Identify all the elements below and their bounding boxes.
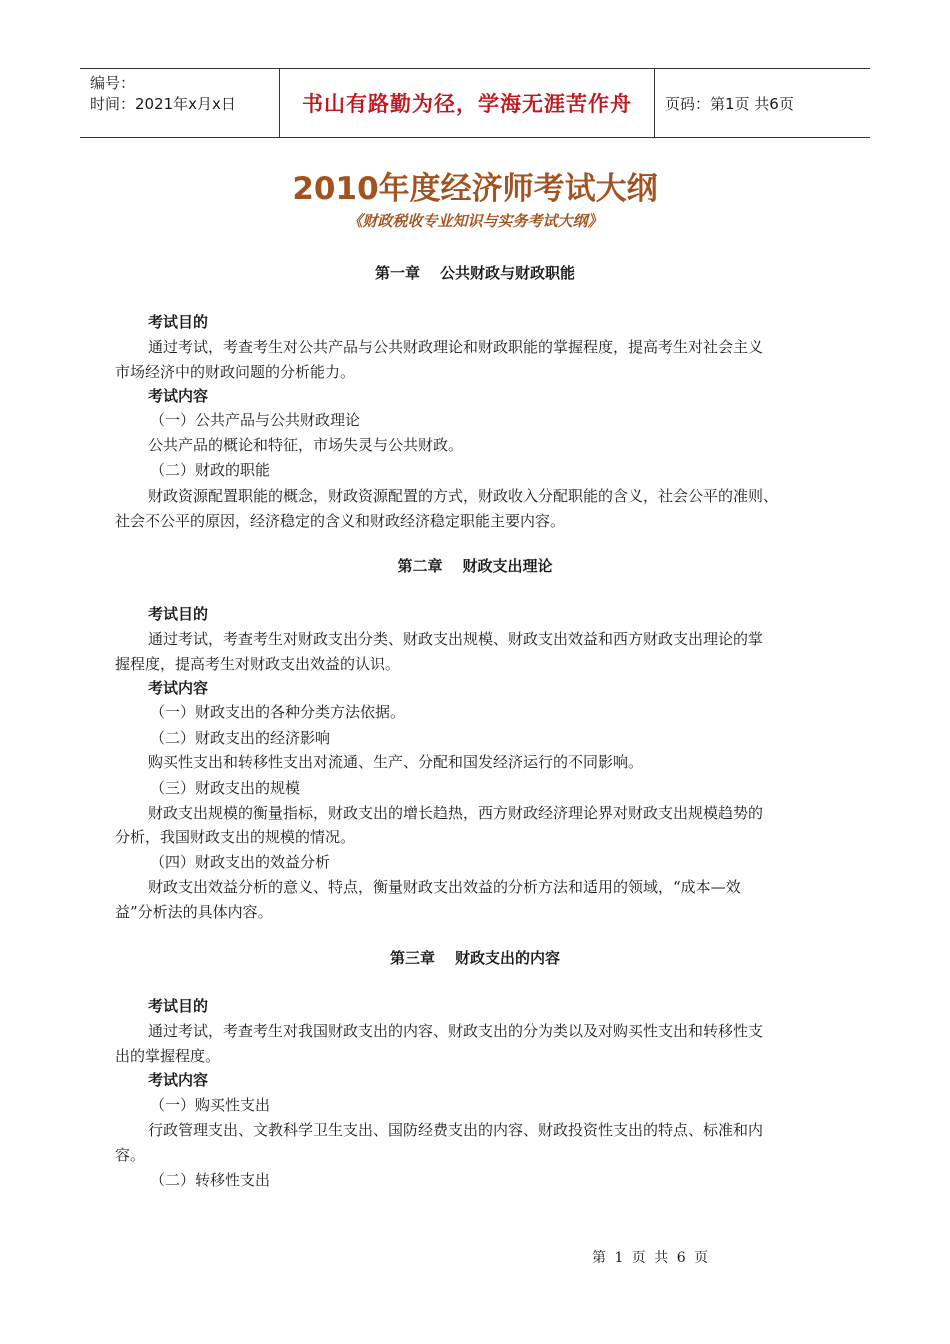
chapter-number: 第三章: [389, 949, 435, 967]
paragraph-line: 分析，我国财政支出的规模的情况。: [115, 828, 356, 846]
header-meta: [80, 69, 280, 137]
paragraph-line: 社会不公平的原因，经济稳定的含义和财政经济稳定职能主要内容。: [115, 512, 566, 530]
document-header: [80, 68, 870, 138]
time-label: 时间：2021年x月x日: [90, 95, 236, 113]
paragraph-line: 行政管理支出、文教科学卫生支出、国防经费支出的内容、财政投资性支出的特点、标准和内: [148, 1121, 764, 1139]
paragraph-line: 购买性支出和转移性支出对流通、生产、分配和国发经济运行的不同影响。: [148, 753, 644, 771]
list-item: （三）财政支出的规模: [150, 779, 301, 797]
chapter-name: 财政支出理论: [462, 557, 553, 575]
chapter-name: 财政支出的内容: [455, 949, 561, 967]
list-item: （二）财政的职能: [150, 461, 271, 479]
list-item: （一）公共产品与公共财政理论: [150, 411, 361, 429]
paragraph-line: 财政支出效益分析的意义、特点，衡量财政支出效益的分析方法和适用的领域，“成本—效: [148, 878, 741, 896]
paragraph-line: 益”分析法的具体内容。: [115, 903, 273, 921]
paragraph-line: 出的掌握程度。: [115, 1047, 221, 1065]
page-footer: 第 1 页 共 6 页: [592, 1250, 711, 1266]
list-item: （一）购买性支出: [150, 1096, 271, 1114]
section-heading: 考试内容: [148, 387, 209, 405]
paragraph-line: 通过考试，考查考生对公共产品与公共财政理论和财政职能的掌握程度，提高考生对社会主义: [148, 338, 764, 356]
section-heading: 考试内容: [148, 1071, 209, 1089]
paragraph-line: 公共产品的概论和特征，市场失灵与公共财政。: [148, 436, 464, 454]
chapter-name: 公共财政与财政职能: [440, 264, 576, 282]
list-item: （二）转移性支出: [150, 1171, 271, 1189]
chapter-number: 第一章: [374, 264, 420, 282]
number-label: 编号：: [90, 74, 136, 92]
list-item: （二）财政支出的经济影响: [150, 729, 331, 747]
paragraph-line: 市场经济中的财政问题的分析能力。: [115, 363, 356, 381]
chapter-2-heading: [0, 555, 950, 576]
chapter-3-heading: [0, 947, 950, 968]
section-heading: 考试目的: [148, 605, 209, 623]
chapter-1-heading: [0, 262, 950, 283]
list-item: （四）财政支出的效益分析: [150, 853, 331, 871]
section-heading: 考试目的: [148, 997, 209, 1015]
section-heading: 考试内容: [148, 679, 209, 697]
paragraph-line: 财政支出规模的衡量指标，财政支出的增长趋热，西方财政经济理论界对财政支出规模趋势的: [148, 804, 764, 822]
paragraph-line: 财政资源配置职能的概念，财政资源配置的方式，财政收入分配职能的含义，社会公平的准则、: [148, 487, 779, 505]
chapter-number: 第二章: [397, 557, 443, 575]
paragraph-line: 通过考试，考查考生对我国财政支出的内容、财政支出的分为类以及对购买性支出和转移性支: [148, 1022, 764, 1040]
paragraph-line: 通过考试，考查考生对财政支出分类、财政支出规模、财政支出效益和西方财政支出理论的掌: [148, 630, 764, 648]
document-title: 2010年度经济师考试大纲: [292, 171, 658, 207]
section-heading: 考试目的: [148, 313, 209, 331]
paragraph-line: 握程度，提高考生对财政支出效益的认识。: [115, 655, 401, 673]
header-page-info: 页码：第1页 共6页: [665, 94, 794, 113]
paragraph-line: 容。: [115, 1146, 146, 1164]
list-item: （一）财政支出的各种分类方法依据。: [150, 703, 406, 721]
document-subtitle: 《财政税收专业知识与实务考试大纲》: [347, 212, 603, 230]
header-motto: 书山有路勤为径，学海无涯苦作舟: [280, 69, 655, 137]
